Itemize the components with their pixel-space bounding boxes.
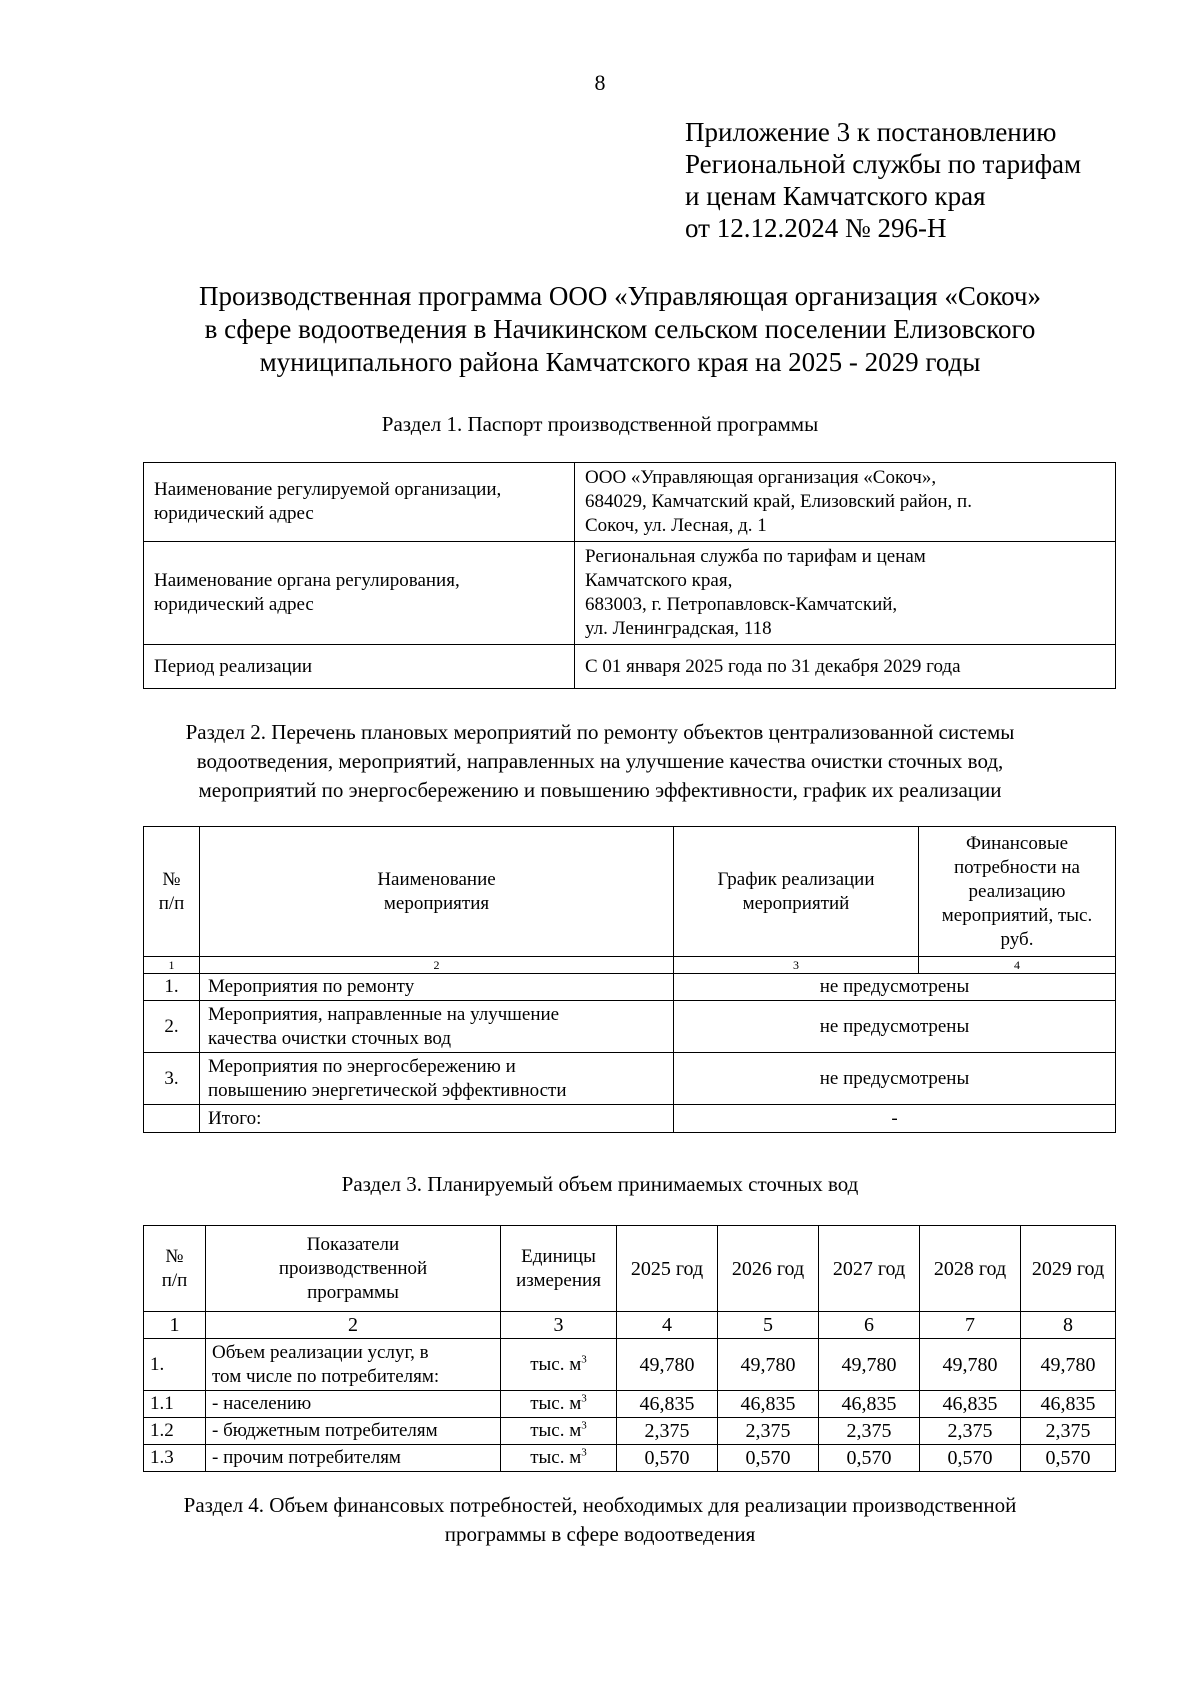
table-row <box>144 463 1116 542</box>
header-cell-schedule <box>674 827 919 957</box>
unit-superscript: 3 <box>581 1419 587 1432</box>
section2-title-line: мероприятий по энергосбережению и повышению эффективности, график их реализации <box>198 778 1002 802</box>
cell-line: Наименование регулируемой организации, <box>154 479 502 500</box>
value-cell: 0,570 <box>1021 1445 1116 1472</box>
title-line: Производственная программа ООО «Управляющая организация «Сокоч» <box>199 281 1041 311</box>
appendix-line: Приложение 3 к постановлению <box>685 117 1057 147</box>
measure-value: не предусмотрены <box>674 974 1116 1001</box>
value-cell: 0,570 <box>718 1445 819 1472</box>
row-number: 3. <box>144 1053 200 1105</box>
header-cell-name <box>200 827 674 957</box>
cell-line: 683003, г. Петропавловск-Камчатский, <box>585 594 898 615</box>
header-line: № <box>165 1245 184 1267</box>
title-line: муниципального района Камчатского края на 2025 - 2029 годы <box>259 347 981 377</box>
measure-value: не предусмотрены <box>674 1001 1116 1053</box>
indicator-name <box>206 1339 501 1391</box>
header-line: мероприятий, тыс. <box>941 904 1093 926</box>
column-number-row <box>144 957 1116 974</box>
column-number: 3 <box>501 1312 617 1339</box>
header-cell-year: 2029 год <box>1021 1226 1116 1312</box>
cell-line: ООО «Управляющая организация «Сокоч», <box>585 467 937 488</box>
header-line: Финансовые <box>965 832 1069 854</box>
page-number: 8 <box>594 70 606 95</box>
header-cell-unit <box>501 1226 617 1312</box>
section2-title <box>120 718 1080 805</box>
column-number: 2 <box>206 1312 501 1339</box>
value-cell: 49,780 <box>819 1339 920 1391</box>
header-cell-year: 2028 год <box>920 1226 1021 1312</box>
table-header-row <box>144 1226 1116 1312</box>
header-line: программы <box>307 1281 399 1303</box>
value-cell: 49,780 <box>1021 1339 1116 1391</box>
value-cell: 2,375 <box>920 1418 1021 1445</box>
value-cell: 2,375 <box>819 1418 920 1445</box>
row-number: 1.2 <box>144 1418 206 1445</box>
unit-cell <box>501 1418 617 1445</box>
measure-name <box>200 974 674 1001</box>
column-number: 3 <box>674 957 919 974</box>
value-cell: 2,375 <box>718 1418 819 1445</box>
unit-text: тыс. м <box>530 1353 582 1375</box>
section4-title-line: программы в сфере водоотведения <box>444 1522 756 1546</box>
empty-cell <box>144 1105 200 1133</box>
header-line: № <box>162 868 181 890</box>
value-cell: 49,780 <box>617 1339 718 1391</box>
cell-line: Региональная служба по тарифам и ценам <box>585 546 926 567</box>
table-cell <box>144 463 575 542</box>
cell-line: - бюджетным потребителям <box>212 1420 438 1441</box>
unit-superscript: 3 <box>581 1446 587 1459</box>
section4-title-line: Раздел 4. Объем финансовых потребностей, необходимых для реализации производственной <box>183 1493 1017 1517</box>
total-row <box>144 1105 1116 1133</box>
table-row <box>144 1391 1116 1418</box>
column-number: 4 <box>919 957 1116 974</box>
header-line: График реализации <box>717 868 875 890</box>
table-cell <box>575 542 1116 645</box>
header-line: потребности на <box>954 856 1080 878</box>
unit-superscript: 3 <box>581 1353 587 1366</box>
appendix-line: и ценам Камчатского края <box>685 181 986 211</box>
header-cell-year: 2026 год <box>718 1226 819 1312</box>
cell-line: - населению <box>212 1393 312 1414</box>
header-cell-indicator <box>206 1226 501 1312</box>
cell-line: юридический адрес <box>154 503 314 524</box>
row-number: 1.3 <box>144 1445 206 1472</box>
column-number: 1 <box>144 957 200 974</box>
table-cell <box>575 463 1116 542</box>
header-line: п/п <box>158 892 185 914</box>
column-number: 5 <box>718 1312 819 1339</box>
measure-name <box>200 1053 674 1105</box>
column-number: 8 <box>1021 1312 1116 1339</box>
document-title <box>140 280 1100 379</box>
section2-title-line: Раздел 2. Перечень плановых мероприятий по ремонту объектов централизованной системы <box>185 720 1015 744</box>
header-line: измерения <box>516 1269 601 1291</box>
value-cell: 0,570 <box>920 1445 1021 1472</box>
column-number: 7 <box>920 1312 1021 1339</box>
cell-line: Мероприятия, направленные на улучшение <box>208 1003 560 1025</box>
value-cell: 49,780 <box>718 1339 819 1391</box>
cell-line: ул. Ленинградская, 118 <box>585 618 772 639</box>
cell-line: С 01 января 2025 года по 31 декабря 2029 года <box>585 655 961 677</box>
value-cell: 46,835 <box>617 1391 718 1418</box>
cell-line: Объем реализации услуг, в <box>212 1341 429 1363</box>
section4-title <box>120 1491 1080 1549</box>
unit-cell <box>501 1339 617 1391</box>
header-line: мероприятия <box>383 892 490 914</box>
cell-line: качества очистки сточных вод <box>208 1027 452 1049</box>
cell-line: повышению энергетической эффективности <box>208 1079 567 1101</box>
table-row <box>144 1339 1116 1391</box>
cell-line: 684029, Камчатский край, Елизовский район, п. <box>585 491 972 512</box>
value-cell: 2,375 <box>1021 1418 1116 1445</box>
column-number: 6 <box>819 1312 920 1339</box>
header-line: производственной <box>278 1257 428 1279</box>
column-number: 1 <box>144 1312 206 1339</box>
cell-line: Мероприятия по ремонту <box>208 976 415 997</box>
unit-text: тыс. м <box>530 1420 582 1441</box>
row-number: 1. <box>144 974 200 1001</box>
total-value: - <box>674 1105 1116 1133</box>
section2-title-line: водоотведения, мероприятий, направленных на улучшение качества очистки сточных вод, <box>196 749 1004 773</box>
cell-line: Наименование органа регулирования, <box>154 570 460 591</box>
section3-title-text: Раздел 3. Планируемый объем принимаемых сточных вод <box>341 1172 859 1196</box>
table-header-row <box>144 827 1116 957</box>
table-row <box>144 542 1116 645</box>
unit-cell <box>501 1445 617 1472</box>
header-line: реализацию <box>968 880 1066 902</box>
section1-title-text: Раздел 1. Паспорт производственной программы <box>381 412 819 436</box>
indicator-name <box>206 1418 501 1445</box>
cell-line: Период реализации <box>154 655 313 677</box>
header-cell-num <box>144 827 200 957</box>
section1-title <box>120 410 1080 439</box>
cell-line: Сокоч, ул. Лесная, д. 1 <box>585 515 767 536</box>
cell-line: юридический адрес <box>154 594 314 615</box>
table-row <box>144 1053 1116 1105</box>
unit-cell <box>501 1391 617 1418</box>
value-cell: 46,835 <box>718 1391 819 1418</box>
table-row <box>144 1001 1116 1053</box>
table-cell <box>575 645 1116 689</box>
header-cell-num <box>144 1226 206 1312</box>
header-line: п/п <box>161 1269 188 1291</box>
total-label: Итого: <box>200 1105 674 1133</box>
header-cell-finance <box>919 827 1116 957</box>
unit-text: тыс. м <box>530 1393 582 1414</box>
volume-table <box>143 1225 1116 1472</box>
column-number-row <box>144 1312 1116 1339</box>
value-cell: 46,835 <box>1021 1391 1116 1418</box>
header-line: руб. <box>1000 928 1034 950</box>
value-cell: 46,835 <box>819 1391 920 1418</box>
cell-line: том числе по потребителям: <box>212 1365 440 1387</box>
unit-superscript: 3 <box>581 1392 587 1405</box>
table-row <box>144 645 1116 689</box>
header-cell-year: 2027 год <box>819 1226 920 1312</box>
header-cell-year: 2025 год <box>617 1226 718 1312</box>
column-number: 4 <box>617 1312 718 1339</box>
unit-text: тыс. м <box>530 1447 582 1468</box>
table-cell <box>144 645 575 689</box>
value-cell: 2,375 <box>617 1418 718 1445</box>
value-cell: 0,570 <box>819 1445 920 1472</box>
section3-title <box>120 1170 1080 1199</box>
column-number: 2 <box>200 957 674 974</box>
row-number: 1. <box>144 1339 206 1391</box>
row-number: 2. <box>144 1001 200 1053</box>
table-cell <box>144 542 575 645</box>
measure-name <box>200 1001 674 1053</box>
row-number: 1.1 <box>144 1391 206 1418</box>
table-row <box>144 1445 1116 1472</box>
header-line: Показатели <box>306 1233 400 1255</box>
appendix-line: Региональной службы по тарифам <box>685 149 1082 179</box>
indicator-name <box>206 1445 501 1472</box>
table-row <box>144 1418 1116 1445</box>
cell-line: Мероприятия по энергосбережению и <box>208 1055 516 1077</box>
title-line: в сфере водоотведения в Начикинском сельском поселении Елизовского <box>204 314 1036 344</box>
header-line: Наименование <box>377 868 496 890</box>
passport-table <box>143 462 1116 689</box>
appendix-header <box>685 116 1081 244</box>
measure-value: не предусмотрены <box>674 1053 1116 1105</box>
appendix-line: от 12.12.2024 № 296-Н <box>685 213 947 243</box>
table-row <box>144 974 1116 1001</box>
cell-line: Камчатского края, <box>585 570 733 591</box>
value-cell: 46,835 <box>920 1391 1021 1418</box>
value-cell: 0,570 <box>617 1445 718 1472</box>
cell-line: - прочим потребителям <box>212 1447 401 1468</box>
measures-table <box>143 826 1116 1133</box>
indicator-name <box>206 1391 501 1418</box>
header-line: мероприятий <box>742 892 850 914</box>
header-line: Единицы <box>521 1245 596 1267</box>
value-cell: 49,780 <box>920 1339 1021 1391</box>
